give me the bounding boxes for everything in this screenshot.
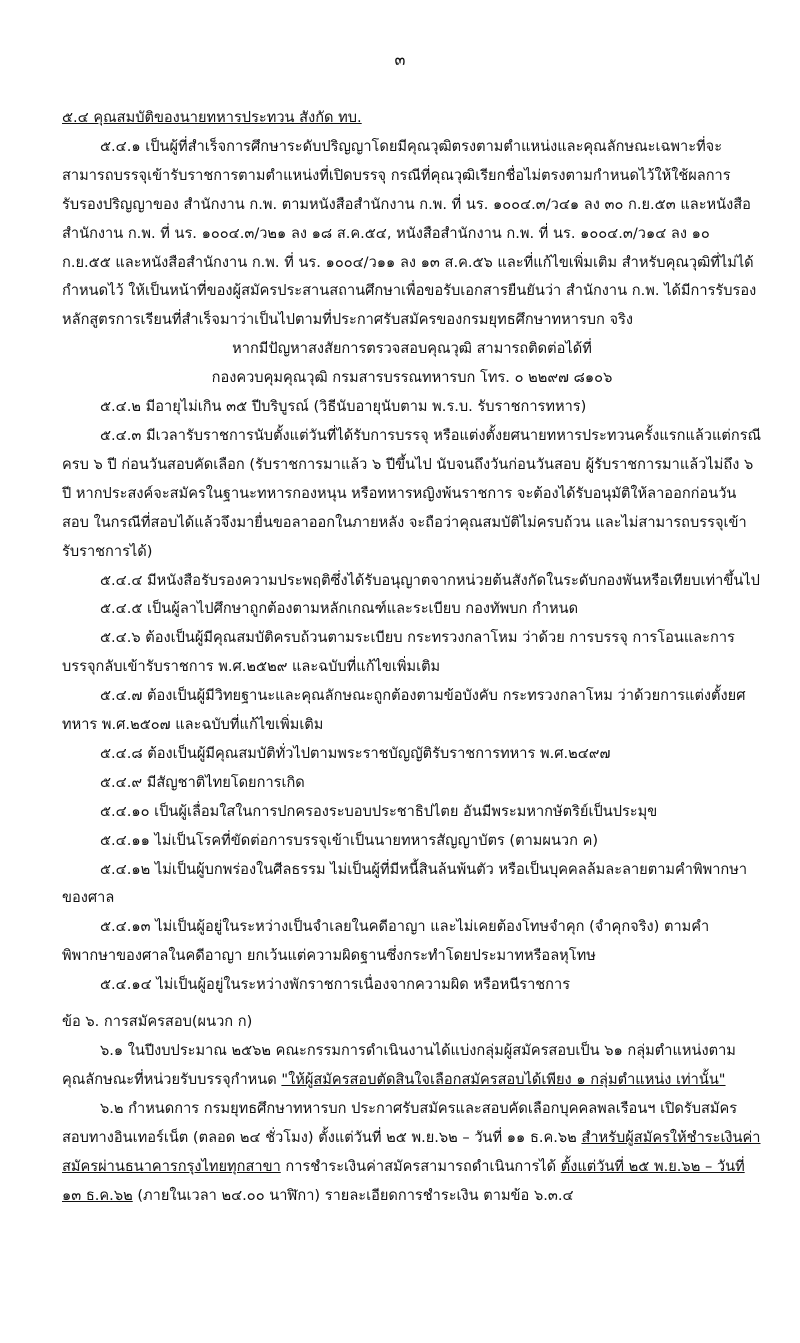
section-5-4-heading: ๕.๔ คุณสมบัติของนายทหารประทวน สังกัด ทบ. [62,109,362,126]
section-6-heading: ข้อ ๖. การสมัครสอบ(ผนวก ก) [62,1013,253,1031]
clause-5-4-14: ๕.๔.๑๔ ไม่เป็นผู้อยู่ในระหว่างพักราชการเนื่องจากความผิด หรือหนีราชการ [100,976,571,994]
clause-5-4-6: ๕.๔.๖ ต้องเป็นผู้มีคุณสมบัติครบถ้วนตามระเบียบ กระทรวงกลาโหม ว่าด้วย การบรรจุ การโอนและการบรรจุกลับเข้ารับราชการ พ.ศ.๒๕๒๙ และฉบับที่แก้ไขเพิ่มเติม [62,629,735,676]
clause-6-2-text-c: (ภายในเวลา ๒๔.๐๐ นาฬิกา) รายละเอียดการชำระเงิน ตามข้อ ๖.๓.๔ [132,1186,574,1204]
clause-5-4-9: ๕.๔.๙ มีสัญชาติไทยโดยการเกิด [100,773,305,791]
clause-5-4-11: ๕.๔.๑๑ ไม่เป็นโรคที่ขัดต่อการบรรจุเข้าเป็นนายทหารสัญญาบัตร (ตามผนวก ค) [100,831,599,849]
clause-5-4-8: ๕.๔.๘ ต้องเป็นผู้มีคุณสมบัติทั่วไปตามพระราชบัญญัติรับราชการทหาร พ.ศ.๒๔๙๗ [100,744,611,762]
page-number: ๓ [394,50,406,69]
contact-line-2: กองควบคุมคุณวุฒิ กรมสารบรรณทหารบก โทร. ๐ ๒๒๙๗ ๘๑๐๖ [211,369,613,387]
clause-6-2 [62,1095,762,1211]
clause-6-2-emphasis-a: สำหรับผู้สมัครให้ชำระเงินค่าสมัครผ่านธนาคารกรุงไทยทุกสาขา [62,1128,761,1175]
clause-6-2-text-a: ๖.๒ กำหนดการ กรมยุทธศึกษาทหารบก ประกาศรับสมัครและสอบคัดเลือกบุคคลพลเรือนฯ เปิดรับสมัครสอบทางอินเทอร์เน็ต (ตลอด ๒๔ ชั่วโมง) ตั้งแต่วันที่ ๒๕ พ.ย.๖๒ – วันที่ ๑๑ ธ.ค.๖๒ [62,1099,738,1146]
clause-5-4-10: ๕.๔.๑๐ เป็นผู้เลื่อมใสในการปกครองระบอบประชาธิปไตย อันมีพระมหากษัตริย์เป็นประมุข [100,802,658,820]
document-body [62,104,762,1210]
clause-5-4-12: ๕.๔.๑๒ ไม่เป็นผู้บกพร่องในศีลธรรม ไม่เป็นผู้ที่มีหนี้สินล้นพ้นตัว หรือเป็นบุคคลล้มละลายตามคำพิพากษาของศาล [62,860,748,907]
clause-6-1-text: ๖.๑ ในปีงบประมาณ ๒๕๖๒ คณะกรรมการดำเนินงานได้แบ่งกลุ่มผู้สมัครสอบเป็น ๖๑ กลุ่มตำแหน่งตามคุณลักษณะที่หน่วยรับบรรจุกำหนด [62,1042,736,1088]
clause-5-4-3: ๕.๔.๓ มีเวลารับราชการนับตั้งแต่วันที่ได้รับการบรรจุ หรือแต่งตั้งยศนายทหารประทวนครั้งแรกแล้วแต่กรณีครบ ๖ ปี ก่อนวันสอบคัดเลือก (รับราชการมาแล้ว ๖ ปีขึ้นไป นับจนถึงวันก่อนวันสอบ ผู้รับราชการมาแล้วไม่ถึง ๖ ปี หากประสงค์จะสมัครในฐานะทหารกองหนุน หรือทหารหญิงพ้นราชการ จะต้องได้รับอนุมัติให้ลาออกก่อนวันสอบ ในกรณีที่สอบได้แล้วจึงมายื่นขอลาออกในภายหลัง จะถือว่าคุณสมบัติไม่ครบถ้วน และไม่สามารถบรรจุเข้ารับราชการได้) [62,426,762,560]
clause-6-2-text-b: การชำระเงินค่าสมัครสามารถดำเนินการได้ [280,1157,561,1175]
clause-6-1-emphasis: "ให้ผู้สมัครสอบตัดสินใจเลือกสมัครสอบได้เพียง ๑ กลุ่มตำแหน่ง เท่านั้น" [281,1070,726,1088]
clause-6-2-emphasis-b: ตั้งแต่วันที่ ๒๕ พ.ย.๖๒ – วันที่ ๑๓ ธ.ค.๖๒ [62,1157,745,1204]
clause-5-4-2: ๕.๔.๒ มีอายุไม่เกิน ๓๕ ปีบริบูรณ์ (วิธีนับอายุนับตาม พ.ร.บ. รับราชการทหาร) [100,398,587,416]
clause-6-1 [62,1037,762,1095]
clause-5-4-7: ๕.๔.๗ ต้องเป็นผู้มีวิทยฐานะและคุณลักษณะถูกต้องตามข้อบังคับ กระทรวงกลาโหม ว่าด้วยการแต่งตั้งยศทหาร พ.ศ.๒๕๐๗ และฉบับที่แก้ไขเพิ่มเติม [62,687,746,734]
clause-5-4-5: ๕.๔.๕ เป็นผู้ลาไปศึกษาถูกต้องตามหลักเกณฑ์และระเบียบ กองทัพบก กำหนด [100,600,579,618]
clause-5-4-4: ๕.๔.๔ มีหนังสือรับรองความประพฤติซึ่งได้รับอนุญาตจากหน่วยต้นสังกัดในระดับกองพันหรือเทียบเท่าขึ้นไป [100,571,760,589]
contact-line-1: หากมีปัญหาสงสัยการตรวจสอบคุณวุฒิ สามารถติดต่อได้ที่ [232,340,592,358]
clause-5-4-1: ๕.๔.๑ เป็นผู้ที่สำเร็จการศึกษาระดับปริญญาโดยมีคุณวุฒิตรงตามตำแหน่งและคุณลักษณะเฉพาะที่จะสามารถบรรจุเข้ารับราชการตามตำแหน่งที่เปิดบรรจุ กรณีที่คุณวุฒิเรียกชื่อไม่ตรงตามกำหนดไว้ให้ใช้ผลการรับรองปริญญาของ สำนักงาน ก.พ. ตามหนังสือสำนักงาน ก.พ. ที่ นร. ๑๐๐๔.๓/ว๔๑ ลง ๓๐ ก.ย.๕๓ และหนังสือสำนักงาน ก.พ. ที่ นร. ๑๐๐๔.๓/ว๒๑ ลง ๑๘ ส.ค.๕๔, หนังสือสำนักงาน ก.พ. ที่ นร. ๑๐๐๔.๓/ว๑๔ ลง ๑๐ ก.ย.๕๕ และหนังสือสำนักงาน ก.พ. ที่ นร. ๑๐๐๔/ว๑๑ ลง ๑๓ ส.ค.๕๖ และที่แก้ไขเพิ่มเติม สำหรับคุณวุฒิที่ไม่ได้กำหนดไว้ ให้เป็นหน้าที่ของผู้สมัครประสานสถานศึกษาเพื่อขอรับเอกสารยืนยันว่า สำนักงาน ก.พ. ได้มีการรับรองหลักสูตรการเรียนที่สำเร็จมาว่าเป็นไปตามที่ประกาศรับสมัครของกรมยุทธศึกษาทหารบก จริง [62,137,757,329]
clause-5-4-13: ๕.๔.๑๓ ไม่เป็นผู้อยู่ในระหว่างเป็นจำเลยในคดีอาญา และไม่เคยต้องโทษจำคุก (จำคุกจริง) ตามคำพิพากษาของศาลในคดีอาญา ยกเว้นแต่ความผิดฐานซึ่งกระทำโดยประมาทหรือลหุโทษ [62,918,710,965]
